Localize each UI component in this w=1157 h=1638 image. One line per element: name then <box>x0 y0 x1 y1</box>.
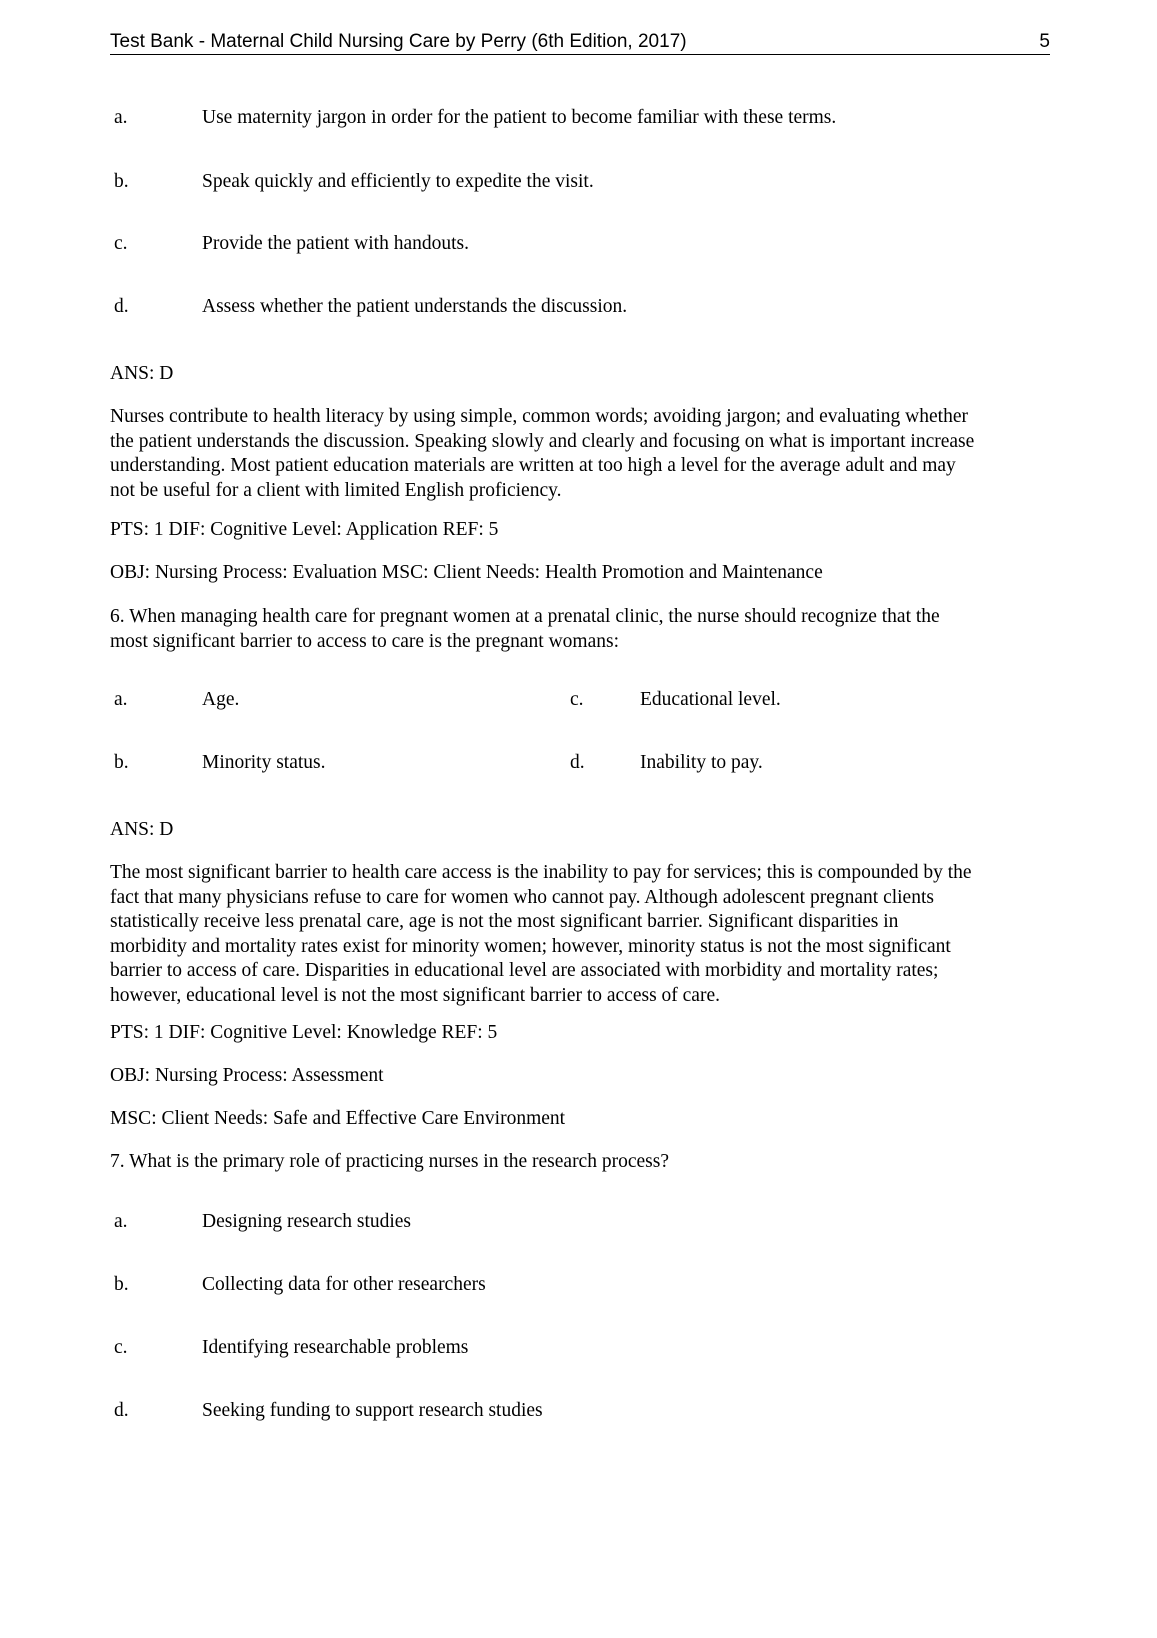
rationale-line: morbidity and mortality rates exist for minority women; however, minority status is not the most significant <box>110 935 951 957</box>
option-letter: a. <box>114 107 128 128</box>
option-text: Use maternity jargon in order for the patient to become familiar with these terms. <box>202 107 837 128</box>
option-letter: a. <box>114 689 128 710</box>
option-text: Age. <box>202 689 240 710</box>
option-text: Inability to pay. <box>640 752 763 773</box>
page-number: 5 <box>1039 31 1050 52</box>
option-letter: d. <box>570 752 585 773</box>
rationale-line: The most significant barrier to health care access is the inability to pay for services; this is compounded by the <box>110 862 972 883</box>
objective-line: OBJ: Nursing Process: Evaluation MSC: Client Needs: Health Promotion and Maintenance <box>110 562 823 583</box>
option-text: Designing research studies <box>202 1211 412 1232</box>
question-line: most significant barrier to access to care is the pregnant womans: <box>110 630 619 652</box>
option-letter: b. <box>114 171 129 192</box>
question-line: 6. When managing health care for pregnant women at a prenatal clinic, the nurse should recognize that the <box>110 606 940 627</box>
points-line: PTS: 1 DIF: Cognitive Level: Application REF: 5 <box>110 519 499 540</box>
option-letter: b. <box>114 752 129 773</box>
rationale-paragraph <box>110 405 1050 503</box>
points-line: PTS: 1 DIF: Cognitive Level: Knowledge REF: 5 <box>110 1022 498 1043</box>
option-text: Minority status. <box>202 752 326 773</box>
option-letter: d. <box>114 1400 129 1421</box>
option-text: Speak quickly and efficiently to expedite the visit. <box>202 171 594 192</box>
option-letter: a. <box>114 1211 128 1232</box>
rationale-line: fact that many physicians refuse to care for women who cannot pay. Although adolescent pregnant clients <box>110 886 934 908</box>
answer-key: ANS: D <box>110 363 174 384</box>
objective-line: OBJ: Nursing Process: Assessment <box>110 1065 384 1086</box>
header-title: Test Bank - Maternal Child Nursing Care by Perry (6th Edition, 2017) <box>110 31 687 52</box>
rationale-line: however, educational level is not the most significant barrier to access of care. <box>110 984 720 1006</box>
option-text: Seeking funding to support research studies <box>202 1400 543 1421</box>
question-stem <box>110 605 1050 654</box>
option-text: Identifying researchable problems <box>202 1337 469 1358</box>
option-letter: c. <box>114 1337 128 1358</box>
answer-key: ANS: D <box>110 819 174 840</box>
rationale-line: Nurses contribute to health literacy by using simple, common words; avoiding jargon; and evaluating whether <box>110 406 968 427</box>
client-needs-line: MSC: Client Needs: Safe and Effective Care Environment <box>110 1108 566 1129</box>
option-text: Provide the patient with handouts. <box>202 233 470 254</box>
option-text: Collecting data for other researchers <box>202 1274 486 1295</box>
rationale-paragraph <box>110 861 1050 1008</box>
option-text: Assess whether the patient understands the discussion. <box>202 296 628 317</box>
rationale-line: the patient understands the discussion. Speaking slowly and clearly and focusing on what is important increase <box>110 430 975 452</box>
rationale-line: understanding. Most patient education materials are written at too high a level for the average adult and may <box>110 455 956 476</box>
option-letter: d. <box>114 296 129 317</box>
option-text: Educational level. <box>640 689 781 710</box>
question-stem: 7. What is the primary role of practicing nurses in the research process? <box>110 1151 669 1172</box>
option-letter: c. <box>114 233 128 254</box>
option-letter: b. <box>114 1274 129 1295</box>
rationale-line: not be useful for a client with limited English proficiency. <box>110 479 562 501</box>
option-letter: c. <box>570 689 584 710</box>
rationale-line: statistically receive less prenatal care, age is not the most significant barrier. Significant disparities in <box>110 911 899 932</box>
rationale-line: barrier to access of care. Disparities in educational level are associated with morbidity and mortality rates; <box>110 960 939 981</box>
page-header <box>110 30 1050 55</box>
